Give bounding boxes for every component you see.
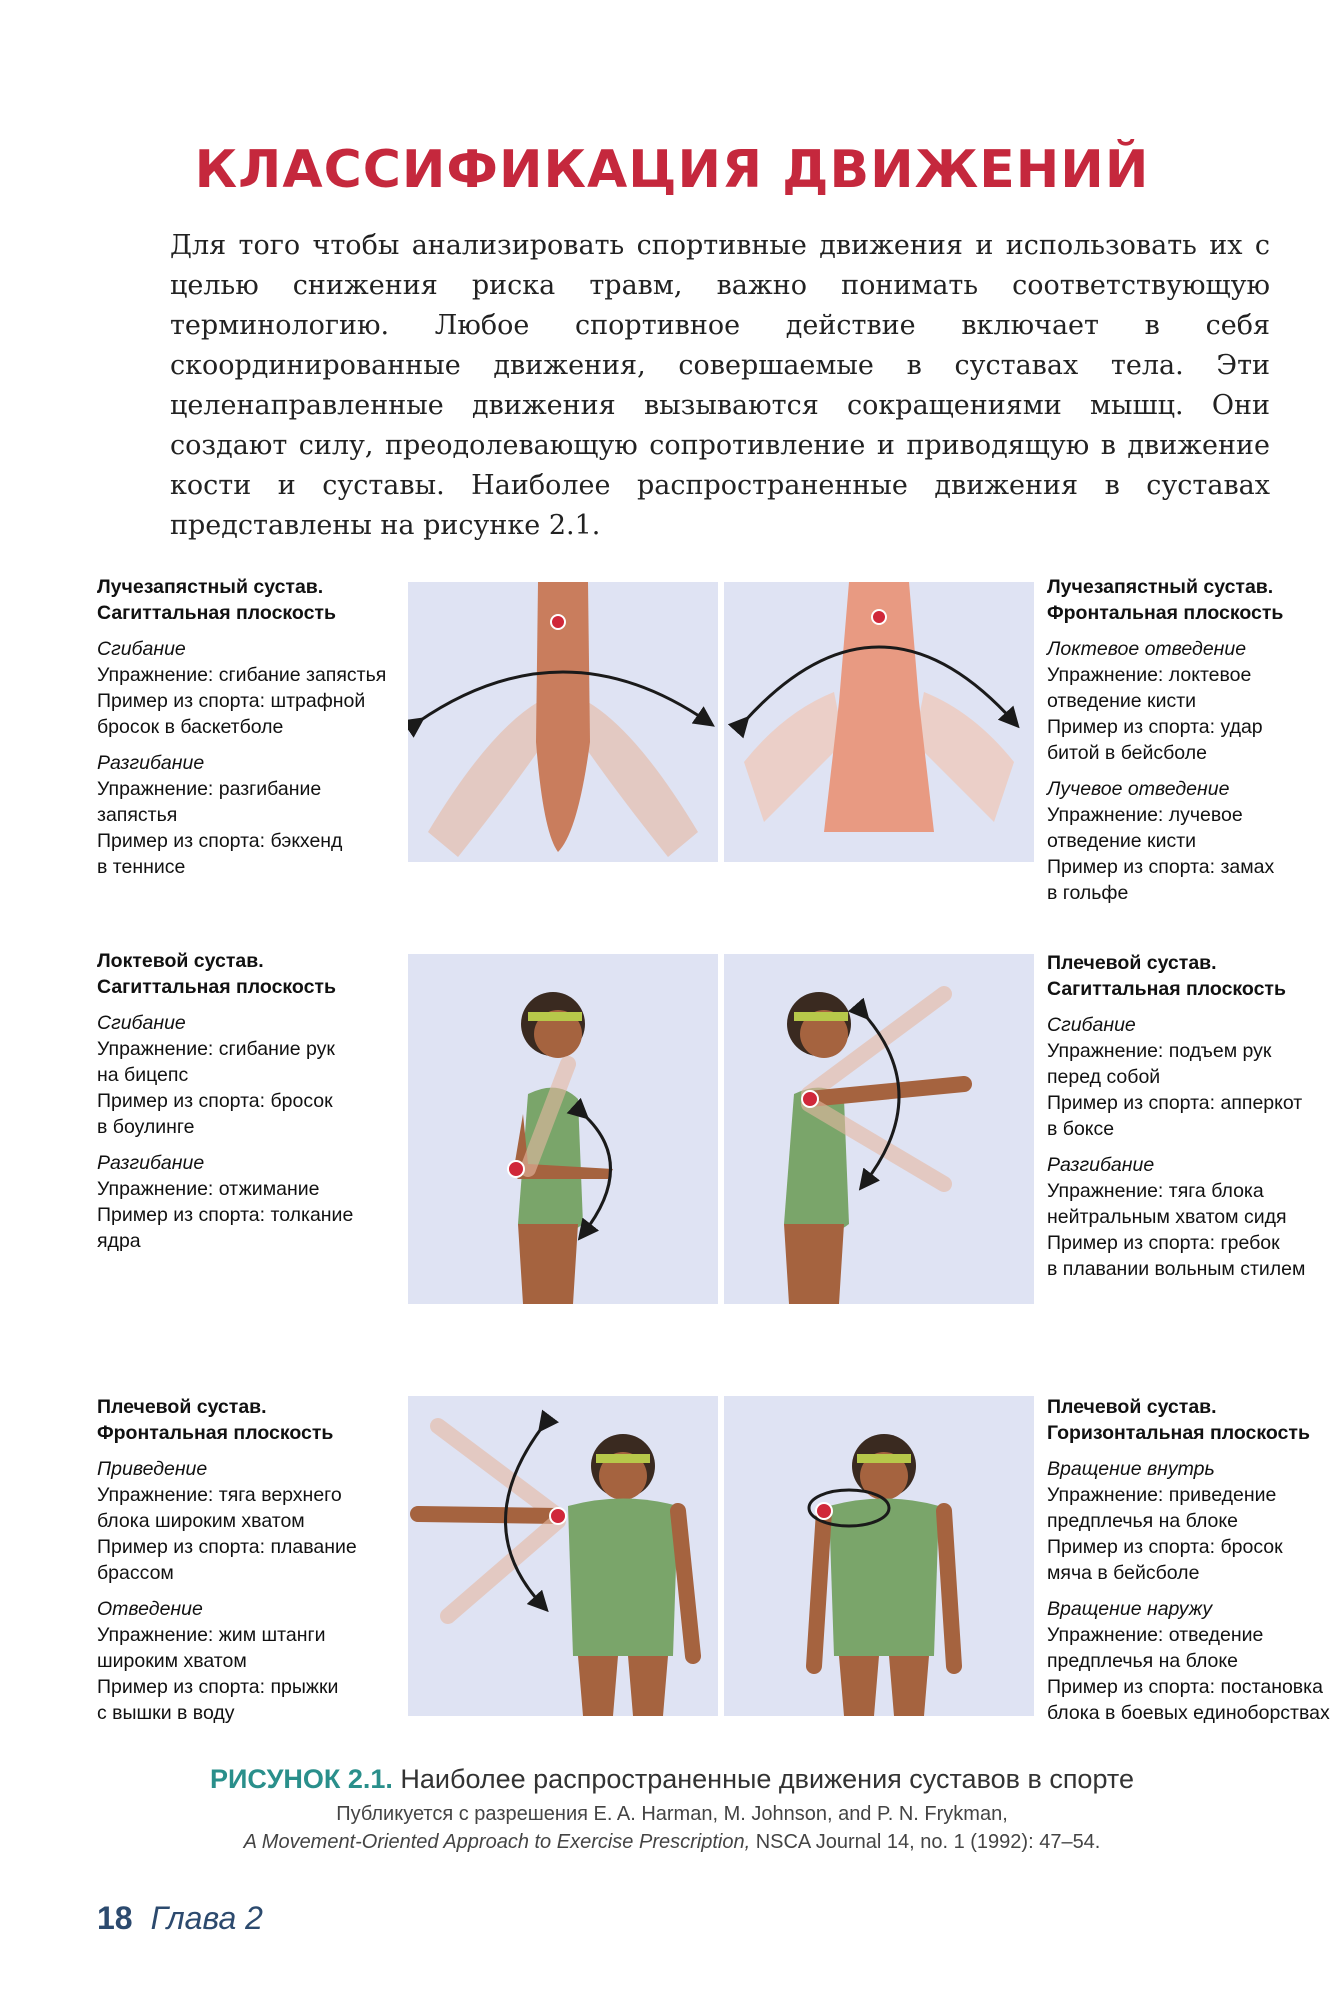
block-plane: Фронтальная плоскость — [97, 1422, 334, 1444]
block-line: блока широким хватом — [97, 1510, 305, 1532]
block-plane: Сагиттальная плоскость — [1047, 978, 1286, 1000]
block-line: с вышки в воду — [97, 1702, 235, 1724]
movement-name: Сгибание — [97, 1012, 186, 1034]
block-line: отведение кисти — [1047, 830, 1197, 852]
block-plane: Фронтальная плоскость — [1047, 602, 1284, 624]
movement-name: Лучевое отведение — [1047, 778, 1230, 800]
block-line: Упражнение: отведение — [1047, 1624, 1264, 1646]
shoulder-rotation-illustration — [724, 1396, 1034, 1716]
block-line: Упражнение: тяга блока — [1047, 1180, 1264, 1202]
block-line: Упражнение: подъем рук — [1047, 1040, 1272, 1062]
page-title: КЛАССИФИКАЦИЯ ДВИЖЕНИЙ — [194, 140, 1150, 200]
block-line: на бицепс — [97, 1064, 189, 1086]
block-heading: Локтевой сустав. — [97, 950, 264, 972]
block-plane: Сагиттальная плоскость — [97, 602, 336, 624]
block-line: в теннисе — [97, 856, 186, 878]
block-heading: Лучезапястный сустав. — [97, 576, 324, 598]
movement-name: Вращение внутрь — [1047, 1458, 1215, 1480]
page-number: 18 — [97, 1900, 133, 1936]
block-line: Пример из спорта: гребок — [1047, 1232, 1280, 1254]
block-line: Пример из спорта: удар — [1047, 716, 1263, 738]
block-line: Пример из спорта: прыжки — [97, 1676, 339, 1698]
block-line: Упражнение: тяга верхнего — [97, 1484, 342, 1506]
block-line: Пример из спорта: замах — [1047, 856, 1275, 878]
movement-name: Разгибание — [97, 752, 205, 774]
block-line: битой в бейсболе — [1047, 742, 1207, 764]
figure-caption-text: Наиболее распространенные движения суставов в спорте — [392, 1764, 1134, 1794]
figure-label: РИСУНОК 2.1. — [210, 1764, 393, 1794]
block-line: Упражнение: отжимание — [97, 1178, 320, 1200]
block-line: Пример из спорта: апперкот — [1047, 1092, 1303, 1114]
elbow-sagittal-block — [97, 948, 397, 1254]
elbow-flexion-illustration — [408, 954, 718, 1304]
movement-name: Сгибание — [97, 638, 186, 660]
block-line: Пример из спорта: толкание — [97, 1204, 354, 1226]
block-line: мяча в бейсболе — [1047, 1562, 1200, 1584]
movement-name: Отведение — [97, 1598, 203, 1620]
shoulder-flexion-illustration — [724, 954, 1034, 1304]
block-plane: Сагиттальная плоскость — [97, 976, 336, 998]
movement-name: Приведение — [97, 1458, 208, 1480]
block-heading: Плечевой сустав. — [1047, 952, 1217, 974]
block-line: широким хватом — [97, 1650, 247, 1672]
block-line: в боулинге — [97, 1116, 195, 1138]
block-line: в гольфе — [1047, 882, 1129, 904]
block-line: Пример из спорта: плавание — [97, 1536, 357, 1558]
wrist-flexion-illustration — [408, 582, 718, 862]
block-line: Пример из спорта: постановка — [1047, 1676, 1323, 1698]
block-line: предплечья на блоке — [1047, 1650, 1238, 1672]
block-line: в плавании вольным стилем — [1047, 1258, 1306, 1280]
movement-name: Локтевое отведение — [1047, 638, 1247, 660]
block-line: предплечья на блоке — [1047, 1510, 1238, 1532]
shoulder-frontal-block — [97, 1394, 397, 1726]
block-line: Пример из спорта: бросок — [97, 1090, 333, 1112]
credit-source-details: NSCA Journal 14, no. 1 (1992): 47–54. — [750, 1831, 1101, 1853]
block-line: отведение кисти — [1047, 690, 1197, 712]
block-line: Пример из спорта: бэкхенд — [97, 830, 343, 852]
credit-line-2 — [0, 1828, 1344, 1856]
block-line: запястья — [97, 804, 178, 826]
wrist-deviation-illustration — [724, 582, 1034, 862]
movement-name: Сгибание — [1047, 1014, 1136, 1036]
block-line: брассом — [97, 1562, 174, 1584]
block-line: Упражнение: локтевое — [1047, 664, 1252, 686]
block-line: Упражнение: жим штанги — [97, 1624, 326, 1646]
figure-credit — [0, 1800, 1344, 1856]
block-line: бросок в баскетболе — [97, 716, 284, 738]
block-line: Упражнение: разгибание — [97, 778, 322, 800]
figure-caption — [0, 1764, 1344, 1795]
block-line: перед собой — [1047, 1066, 1161, 1088]
block-plane: Горизонтальная плоскость — [1047, 1422, 1310, 1444]
credit-source-title: A Movement-Oriented Approach to Exercise Prescription, — [243, 1831, 751, 1853]
page-footer — [97, 1900, 263, 1937]
block-heading: Лучезапястный сустав. — [1047, 576, 1274, 598]
block-line: блока в боевых единоборствах — [1047, 1702, 1330, 1724]
movement-name: Вращение наружу — [1047, 1598, 1213, 1620]
chapter-label: Глава 2 — [150, 1900, 263, 1936]
block-line: Упражнение: приведение — [1047, 1484, 1277, 1506]
shoulder-horizontal-block — [1047, 1394, 1337, 1726]
block-line: Упражнение: сгибание рук — [97, 1038, 335, 1060]
movement-name: Разгибание — [1047, 1154, 1155, 1176]
movement-name: Разгибание — [97, 1152, 205, 1174]
block-line: в боксе — [1047, 1118, 1115, 1140]
block-line: Упражнение: лучевое — [1047, 804, 1243, 826]
shoulder-sagittal-block — [1047, 950, 1337, 1282]
block-line: Пример из спорта: бросок — [1047, 1536, 1283, 1558]
block-line: ядра — [97, 1230, 141, 1252]
wrist-sagittal-block — [97, 574, 397, 880]
block-line: Упражнение: сгибание запястья — [97, 664, 387, 686]
block-heading: Плечевой сустав. — [1047, 1396, 1217, 1418]
shoulder-abduction-illustration — [408, 1396, 718, 1716]
block-heading: Плечевой сустав. — [97, 1396, 267, 1418]
credit-line-1: Публикуется с разрешения E. A. Harman, M. Johnson, and P. N. Frykman, — [336, 1803, 1008, 1825]
intro-paragraph: Для того чтобы анализировать спортивные движения и использовать их с целью снижения риска травм, важно понимать соответствующую терминологию. Любое спортивное действие включает в себя скоординированные движения, совершаемые в суставах тела. Эти целенаправленные движения вызываются сокращениями мышц. Они создают силу, преодолевающую сопротивление и приводящую в движение кости и суставы. Наиболее распространенные движения в суставах представлены на рисунке 2.1. — [170, 230, 1270, 541]
block-line: Пример из спорта: штрафной — [97, 690, 366, 712]
wrist-frontal-block — [1047, 574, 1337, 906]
block-line: нейтральным хватом сидя — [1047, 1206, 1287, 1228]
